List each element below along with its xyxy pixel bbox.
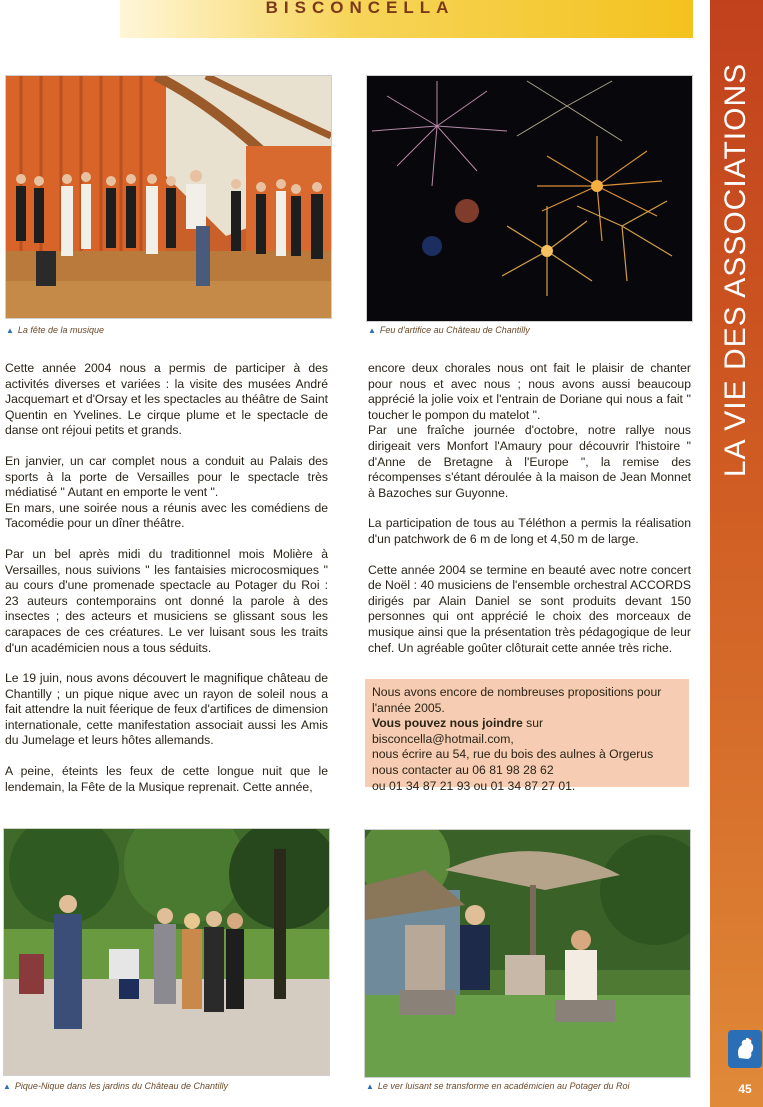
caption-marker-icon: ▲	[366, 1082, 374, 1091]
contact-email: sur bisconcella@hotmail.com,	[372, 716, 544, 746]
paragraph: encore deux chorales nous ont fait le plaisir de chanter pour nous et avec nous ; nous avons aussi beaucoup apprécié la jolie voix et l'entrain de Doriane qui nous a fait " toucher le pompon du matelot ".	[368, 361, 691, 422]
caption-marker-icon: ▲	[3, 1082, 11, 1091]
article-right-column	[368, 361, 691, 671]
paragraph: Par une fraîche journée d'octobre, notre rallye nous dirigeait vers Monfort l'Amaury pour découvrir l'histoire " d'Anne de Bretagne à l'Europe ", la remise des récompenses s'étant déroulée à la maison de Jean Monnet à Bazoches sur Guyonne.	[368, 423, 691, 500]
caption-music-festival: ▲ La fête de la musique	[6, 325, 104, 335]
paragraph: La participation de tous au Téléthon a permis la réalisation d'un patchwork de 6 m de long et 4,50 m de large.	[368, 516, 691, 546]
section-title-text: LA VIE DES ASSOCIATIONS	[719, 62, 753, 478]
paragraph: Cette année 2004 se termine en beauté avec notre concert de Noël : 40 musiciens de l'ensemble orchestral ACCORDS dirigés par Alain Daniel se sont produits devant 150 personnes qui ont apprécié le choix des morceaux de musique ainsi que la présentation très pédagogique de leur chef. Un agréable goûter clôturait cette année très riche.	[368, 562, 691, 655]
magazine-title: BISCONCELLA	[265, 0, 455, 17]
contact-join-label: Vous pouvez nous joindre	[372, 716, 523, 731]
photo-music-festival	[5, 75, 332, 319]
caption-glowworm-academician: ▲ Le ver luisant se transforme en académicien au Potager du Roi	[366, 1081, 630, 1091]
photo-picnic	[3, 828, 330, 1076]
contact-email-line	[372, 716, 683, 747]
caption-marker-icon: ▲	[368, 326, 376, 335]
contact-address: nous écrire au 54, rue du bois des aulnes à Orgerus	[372, 747, 654, 762]
photo-fireworks	[366, 75, 693, 322]
contact-phone-landline: ou 01 34 87 21 93 ou 01 34 87 27 01.	[372, 778, 576, 793]
article-left-column	[5, 361, 328, 810]
paragraph: A peine, éteints les feux de cette longue nuit que le lendemain, la Fête de la Musique reprenait. Cette année,	[5, 764, 328, 794]
caption-picnic: ▲ Pique-Nique dans les jardins du Château de Chantilly	[3, 1081, 229, 1091]
contact-intro: Nous avons encore de nombreuses propositions pour l'année 2005.	[372, 685, 662, 715]
paragraph: Par un bel après midi du traditionnel mois Molière à Versailles, nous suivions " les fantaisies microcosmiques " au cours d'une promenade spectacle au Potager du Roi : 23 auteurs contemporains ont donné la parole à des insectes ; des acteurs et musiciens se glissant sous les carapaces de ces créatures. Le ver luisant sous les traits d'un académicien nous a tous séduits.	[5, 546, 328, 655]
paragraph: Cette année 2004 nous a permis de participer à des activités diverses et variées : la visite des musées André Jacquemart et d'Orsay et les spectacles au théâtre de Saint Quentin en Yvelines. Le cirque plume et le spectacle de danse ont réjoui petits et grands.	[5, 361, 328, 438]
photo-glowworm-academician	[364, 829, 691, 1078]
section-title	[714, 60, 759, 480]
paragraph: En janvier, un car complet nous a conduit au Palais des sports à la porte de Versailles pour le spectacle très médiatisé " Autant en emporte le vent ".	[5, 453, 328, 500]
caption-fireworks: ▲ Feu d'artifice au Château de Chantilly	[368, 325, 530, 335]
rooster-icon	[728, 1030, 762, 1068]
contact-box	[365, 679, 689, 793]
caption-marker-icon: ▲	[6, 326, 14, 335]
paragraph: Le 19 juin, nous avons découvert le magnifique château de Chantilly ; un pique nique avec un rayon de soleil nous a fait attendre la nuit féerique de feux d'artifices de dimension internationale, cette manifestation associait aussi les Amis du Jumelage et leurs hôtes allemands.	[5, 671, 328, 748]
contact-phone-mobile: nous contacter au 06 81 98 28 62	[372, 762, 554, 777]
paragraph: En mars, une soirée nous a réunis avec les comédiens de Tacomédie pour un dîner théâtre.	[5, 500, 328, 531]
page-number: 45	[738, 1082, 752, 1096]
